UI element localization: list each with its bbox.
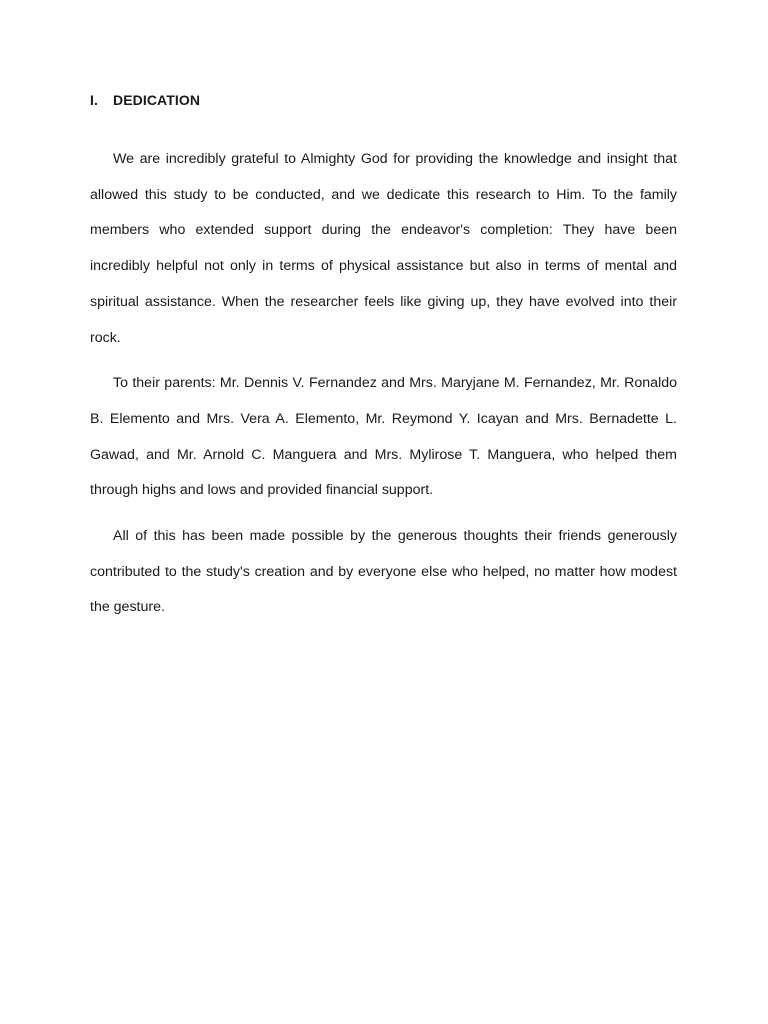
dedication-paragraph-2: To their parents: Mr. Dennis V. Fernandez and Mrs. Maryjane M. Fernandez, Mr. Ronaldo B. Elemento and Mrs. Vera A. Elemento, Mr. Reymond Y. Icayan and Mrs. Bernadette L. Gawad, and Mr. Arnold C. Manguera and Mrs. Mylirose T. Manguera, who helped them through highs and lows and provided financial support. [90, 375, 677, 499]
dedication-paragraph-3: All of this has been made possible by the generous thoughts their friends generously contributed to the study's creation and by everyone else who helped, no matter how modest the gesture. [90, 528, 677, 616]
dedication-paragraph-1: We are incredibly grateful to Almighty God for providing the knowledge and insight that allowed this study to be conducted, and we dedicate this research to Him. To the family members who extended support during the endeavor's completion: They have been incredibly helpful not only in terms of physical assistance but also in terms of mental and spiritual assistance. When the researcher feels like giving up, they have evolved into their rock. [90, 151, 677, 346]
section-title: DEDICATION [113, 92, 201, 108]
section-heading [90, 92, 200, 108]
section-number: I. [90, 92, 98, 108]
dedication-body [90, 142, 677, 636]
